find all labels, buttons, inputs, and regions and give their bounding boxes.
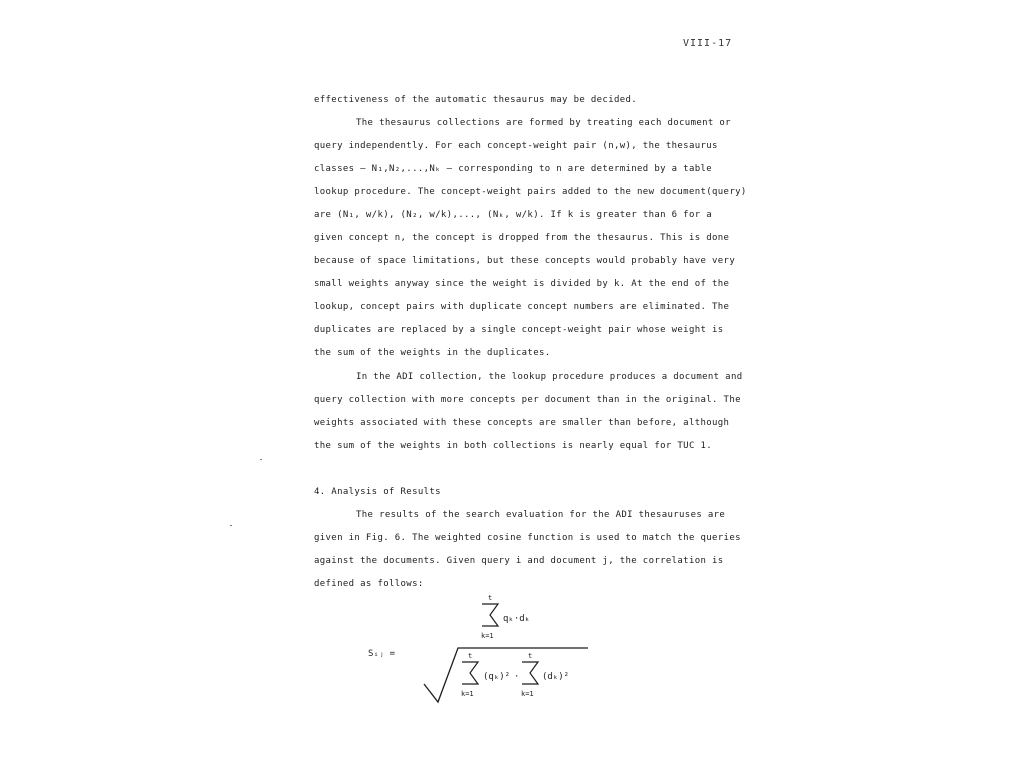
paragraph-line: lookup procedure. The concept-weight pairs added to the new document(query) [314,187,747,197]
paragraph-line: given concept n, the concept is dropped from the thesaurus. This is done [314,233,730,243]
denominator-term-2: (dₖ)² [542,672,570,682]
section-heading: 4. Analysis of Results [314,487,441,497]
numerator-sum-lower: k=1 [481,632,494,640]
denominator-sum2-upper: t [528,652,533,660]
paragraph-line: effectiveness of the automatic thesaurus may be decided. [314,95,638,105]
denominator-sum2-lower: k=1 [521,690,534,698]
formula-lhs: Sᵢⱼ = [368,649,396,659]
paragraph-line: duplicates are replaced by a single concept-weight pair whose weight is [314,325,724,335]
scan-speck [230,525,232,526]
paragraph-line: In the ADI collection, the lookup procedure produces a document and [356,372,743,382]
paragraph-line: classes — N₁,N₂,...,Nₖ — corresponding to n are determined by a table [314,164,713,174]
paragraph-line: defined as follows: [314,579,424,589]
numerator-term: qₖ·dₖ [503,614,531,624]
paragraph-line: query independently. For each concept-weight pair (n,w), the thesaurus [314,141,718,151]
paragraph-line: The results of the search evaluation for the ADI thesauruses are [356,510,726,520]
paragraph-line: query collection with more concepts per document than in the original. The [314,395,741,405]
paragraph-line: the sum of the weights in the duplicates. [314,348,551,358]
paragraph-line: The thesaurus collections are formed by treating each document or [356,118,731,128]
denominator-sum1-sign [462,662,478,684]
scan-speck [260,459,262,460]
cosine-correlation-formula [360,590,600,710]
denominator-term-1: (qₖ)² [483,672,511,682]
paragraph-line: the sum of the weights in both collections is nearly equal for TUC 1. [314,441,713,451]
paragraph-line: given in Fig. 6. The weighted cosine function is used to match the queries [314,533,741,543]
paragraph-line: are (N₁, w/k), (N₂, w/k),..., (Nₖ, w/k). If k is greater than 6 for a [314,210,713,220]
paragraph-line: weights associated with these concepts are smaller than before, although [314,418,730,428]
denominator-sum1-upper: t [468,652,473,660]
numerator-sum-sign [482,604,498,626]
paragraph-line: small weights anyway since the weight is divided by k. At the end of the [314,279,730,289]
denominator-dot: · [514,672,520,682]
denominator-sum1-lower: k=1 [461,690,474,698]
formula-svg [360,590,600,710]
paragraph-line: because of space limitations, but these concepts would probably have very [314,256,736,266]
page-number: VIII-17 [683,38,733,49]
paragraph-line: lookup, concept pairs with duplicate concept numbers are eliminated. The [314,302,730,312]
numerator-sum-upper: t [488,594,493,602]
paragraph-line: against the documents. Given query i and document j, the correlation is [314,556,724,566]
denominator-sum2-sign [522,662,538,684]
